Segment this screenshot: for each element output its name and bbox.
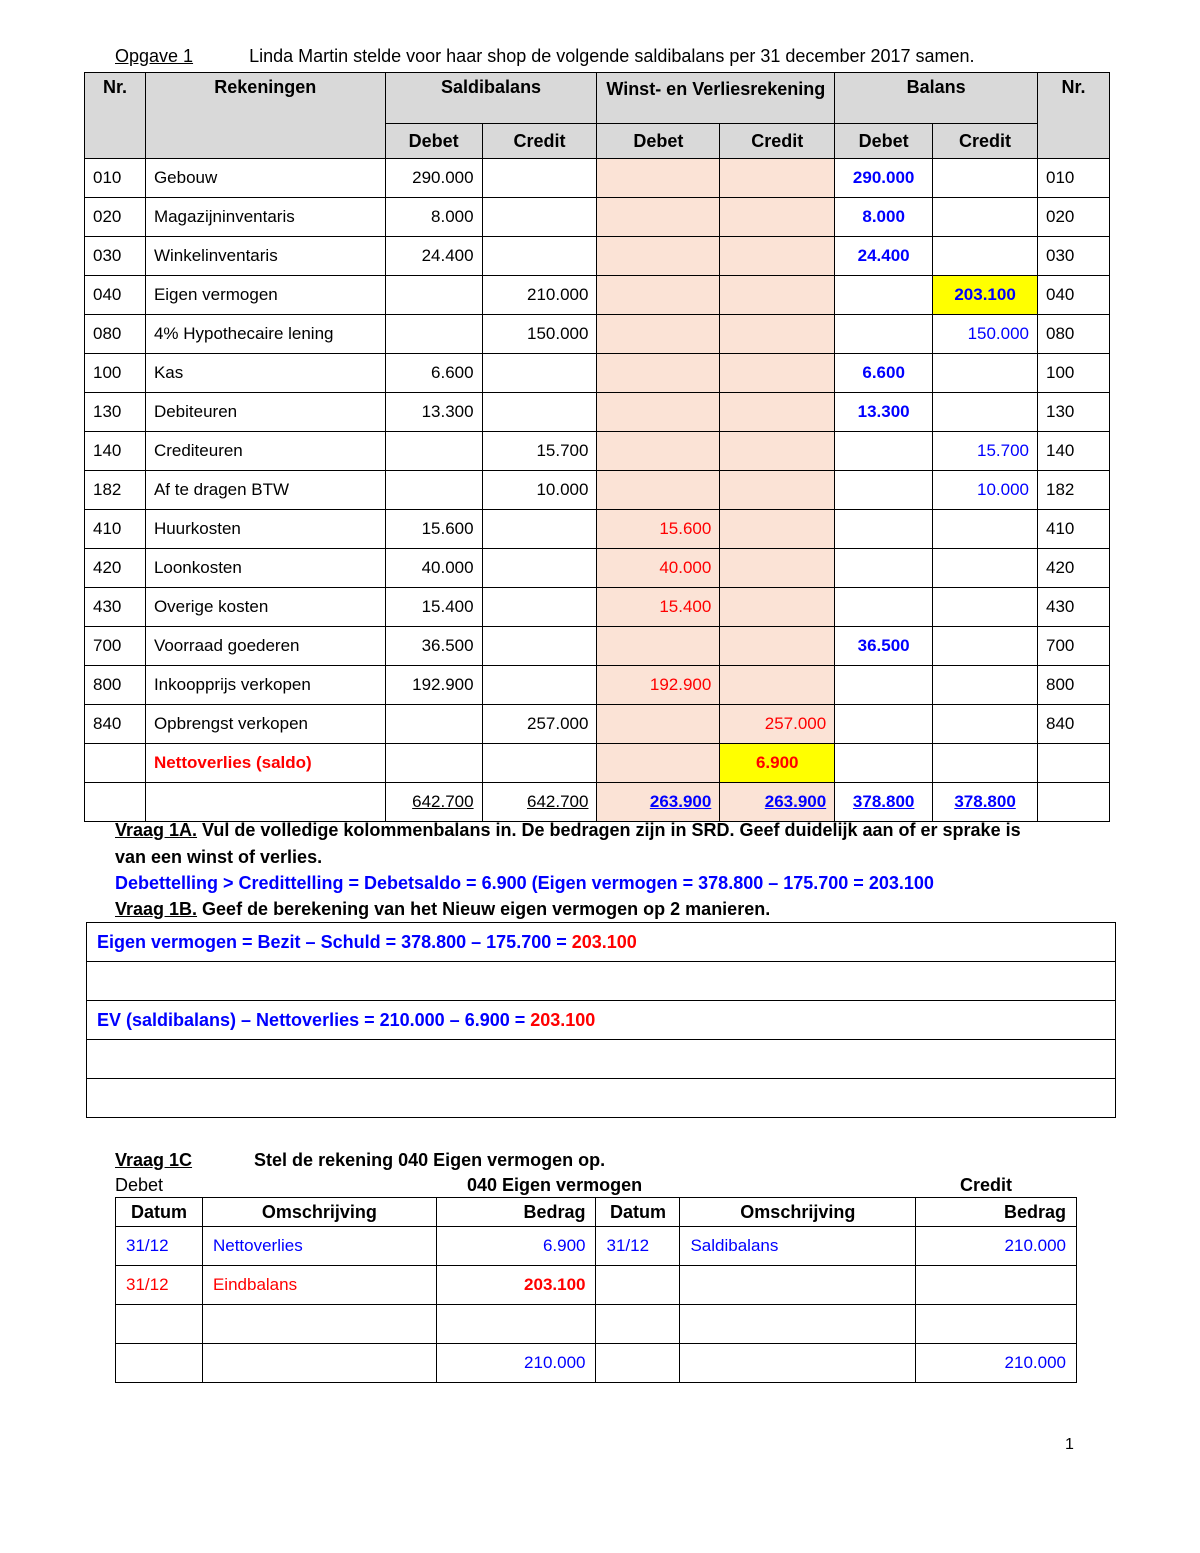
table-row (85, 666, 1110, 705)
header-datum: Datum (116, 1198, 203, 1227)
bedrag-cell: 210.000 (916, 1344, 1077, 1383)
table-row (85, 588, 1110, 627)
table-row (85, 510, 1110, 549)
vraag-1a-line2: van een winst of verlies. (115, 847, 323, 867)
saldi-credit (482, 588, 597, 627)
wv-credit (720, 198, 835, 237)
row-name: Crediteuren (145, 432, 385, 471)
row-nr: 840 (85, 705, 146, 744)
saldi-debet: 6.600 (385, 354, 482, 393)
row-nr: 700 (85, 627, 146, 666)
saldi-debet: 192.900 (385, 666, 482, 705)
datum-cell (116, 1305, 203, 1344)
kolommenbalans-table (84, 72, 1110, 822)
omschrijving-cell (202, 1305, 436, 1344)
row-name: 4% Hypothecaire lening (145, 315, 385, 354)
balans-debet (835, 588, 933, 627)
header-credit: Credit (933, 124, 1038, 159)
saldi-debet: 40.000 (385, 549, 482, 588)
balans-debet: 36.500 (835, 627, 933, 666)
row-nr: 800 (85, 666, 146, 705)
total-balans-credit: 378.800 (933, 783, 1038, 822)
table-row (85, 432, 1110, 471)
vraag-1a-line1 (115, 820, 1021, 841)
row-name: Overige kosten (145, 588, 385, 627)
header-credit: Credit (482, 124, 597, 159)
row-nr-right: 410 (1038, 510, 1110, 549)
row-name: Debiteuren (145, 393, 385, 432)
row-nr: 010 (85, 159, 146, 198)
row-nr-right: 140 (1038, 432, 1110, 471)
omschrijving-cell (680, 1266, 916, 1305)
row-name: Magazijninventaris (145, 198, 385, 237)
saldi-credit: 10.000 (482, 471, 597, 510)
intro-text: Linda Martin stelde voor haar shop de volgende saldibalans per 31 december 2017 samen. (249, 46, 975, 66)
wv-credit (720, 393, 835, 432)
title-line (115, 46, 975, 67)
datum-cell (596, 1344, 680, 1383)
table-row (116, 1344, 1077, 1383)
wv-credit (720, 432, 835, 471)
bedrag-cell: 203.100 (436, 1266, 596, 1305)
balans-credit (933, 393, 1038, 432)
wv-credit (720, 237, 835, 276)
wv-debet (597, 627, 720, 666)
table-row (85, 159, 1110, 198)
answer-box (86, 922, 1116, 1118)
header-omschrijving: Omschrijving (202, 1198, 436, 1227)
total-saldi-debet: 642.700 (385, 783, 482, 822)
row-nr: 140 (85, 432, 146, 471)
datum-cell (596, 1266, 680, 1305)
wv-credit (720, 354, 835, 393)
saldi-credit: 150.000 (482, 315, 597, 354)
row-nr-right: 010 (1038, 159, 1110, 198)
row-nr: 182 (85, 471, 146, 510)
balans-debet (835, 666, 933, 705)
balans-credit (933, 705, 1038, 744)
row-nr: 080 (85, 315, 146, 354)
row-name: Kas (145, 354, 385, 393)
wv-debet (597, 471, 720, 510)
balans-debet: 290.000 (835, 159, 933, 198)
vraag-1a-answer: Debettelling > Credittelling = Debetsaldo = 6.900 (Eigen vermogen = 378.800 – 175.700 = 203.100 (115, 873, 934, 893)
saldi-debet: 13.300 (385, 393, 482, 432)
balans-credit-highlight: 203.100 (933, 276, 1038, 315)
row-nr: 130 (85, 393, 146, 432)
row-nr-right: 840 (1038, 705, 1110, 744)
wv-debet (597, 315, 720, 354)
row-nr: 100 (85, 354, 146, 393)
table-row (116, 1227, 1077, 1266)
saldi-debet: 24.400 (385, 237, 482, 276)
saldi-credit (482, 666, 597, 705)
table-row (85, 237, 1110, 276)
total-balans-debet: 378.800 (835, 783, 933, 822)
saldi-credit (482, 354, 597, 393)
wv-debet (597, 198, 720, 237)
saldi-debet: 15.400 (385, 588, 482, 627)
header-rekeningen: Rekeningen (145, 73, 385, 159)
wv-debet (597, 159, 720, 198)
balans-debet: 6.600 (835, 354, 933, 393)
header-balans: Balans (835, 73, 1038, 124)
row-nr-right: 080 (1038, 315, 1110, 354)
header-debet: Debet (385, 124, 482, 159)
row-name: Opbrengst verkopen (145, 705, 385, 744)
grootboek-table (115, 1197, 1077, 1383)
wv-debet (597, 705, 720, 744)
table-row (85, 276, 1110, 315)
table-row (85, 549, 1110, 588)
wv-credit (720, 159, 835, 198)
wv-debet: 40.000 (597, 549, 720, 588)
table-row (116, 1266, 1077, 1305)
balans-credit: 150.000 (933, 315, 1038, 354)
vraag-1c-line (115, 1150, 605, 1171)
saldi-debet (385, 705, 482, 744)
balans-debet (835, 276, 933, 315)
bedrag-cell: 210.000 (436, 1344, 596, 1383)
wv-credit (720, 627, 835, 666)
header-debet: Debet (597, 124, 720, 159)
grootboek-debet: Debet (115, 1175, 164, 1195)
omschrijving-cell: Saldibalans (680, 1227, 916, 1266)
balans-debet: 24.400 (835, 237, 933, 276)
table-row (85, 354, 1110, 393)
balans-credit (933, 627, 1038, 666)
saldi-credit (482, 237, 597, 276)
datum-cell: 31/12 (596, 1227, 680, 1266)
opgave-label: Opgave 1 (115, 46, 194, 66)
table-row (85, 198, 1110, 237)
vraag-1c-label: Vraag 1C (115, 1150, 193, 1170)
row-nr: 430 (85, 588, 146, 627)
header-credit: Credit (720, 124, 835, 159)
vraag-1a-text: Vul de volledige kolommenbalans in. De bedragen zijn in SRD. Geef duidelijk aan of er sprake is (197, 820, 1021, 840)
bedrag-cell (916, 1266, 1077, 1305)
balans-debet (835, 510, 933, 549)
wv-debet: 192.900 (597, 666, 720, 705)
row-name: Gebouw (145, 159, 385, 198)
wv-credit (720, 666, 835, 705)
row-name: Huurkosten (145, 510, 385, 549)
header-omschrijving: Omschrijving (680, 1198, 916, 1227)
wv-debet (597, 237, 720, 276)
saldi-credit (482, 159, 597, 198)
balans-credit (933, 588, 1038, 627)
saldi-debet: 15.600 (385, 510, 482, 549)
balans-credit (933, 354, 1038, 393)
datum-cell: 31/12 (116, 1227, 203, 1266)
wv-debet: 15.600 (597, 510, 720, 549)
row-nr: 420 (85, 549, 146, 588)
datum-cell: 31/12 (116, 1266, 203, 1305)
balans-credit (933, 237, 1038, 276)
saldo-label: Nettoverlies (saldo) (145, 744, 385, 783)
saldi-debet (385, 276, 482, 315)
balans-credit (933, 198, 1038, 237)
row-nr-right: 182 (1038, 471, 1110, 510)
saldi-debet: 8.000 (385, 198, 482, 237)
table-row (85, 705, 1110, 744)
table-row (85, 471, 1110, 510)
saldi-credit: 257.000 (482, 705, 597, 744)
total-wv-debet: 263.900 (597, 783, 720, 822)
wv-debet (597, 276, 720, 315)
saldo-value: 6.900 (720, 744, 835, 783)
row-nr-right: 700 (1038, 627, 1110, 666)
row-nr-right: 040 (1038, 276, 1110, 315)
omschrijving-cell (680, 1344, 916, 1383)
datum-cell (596, 1305, 680, 1344)
table-row (85, 315, 1110, 354)
balans-credit (933, 549, 1038, 588)
balans-debet (835, 549, 933, 588)
answer-line-1: Eigen vermogen = Bezit – Schuld = 378.800 – 175.700 = 203.100 (87, 923, 1116, 962)
row-name: Loonkosten (145, 549, 385, 588)
table-row (116, 1305, 1077, 1344)
page-number: 1 (1065, 1436, 1074, 1453)
grootboek-account: 040 Eigen vermogen (467, 1175, 643, 1195)
saldi-debet: 36.500 (385, 627, 482, 666)
wv-credit (720, 549, 835, 588)
vraag-1c-text: Stel de rekening 040 Eigen vermogen op. (254, 1150, 606, 1170)
bedrag-cell (916, 1305, 1077, 1344)
omschrijving-cell: Nettoverlies (202, 1227, 436, 1266)
wv-credit (720, 276, 835, 315)
saldi-debet (385, 432, 482, 471)
vraag-1b-label: Vraag 1B. (115, 899, 198, 919)
saldi-credit (482, 198, 597, 237)
wv-credit (720, 510, 835, 549)
totals-row (85, 783, 1110, 822)
saldi-credit (482, 393, 597, 432)
wv-credit (720, 315, 835, 354)
grootboek-credit: Credit (960, 1175, 1013, 1195)
balans-debet (835, 432, 933, 471)
balans-debet (835, 471, 933, 510)
balans-debet: 13.300 (835, 393, 933, 432)
row-name: Voorraad goederen (145, 627, 385, 666)
wv-debet (597, 432, 720, 471)
wv-credit (720, 588, 835, 627)
row-nr-right: 030 (1038, 237, 1110, 276)
row-nr-right: 020 (1038, 198, 1110, 237)
saldi-debet (385, 471, 482, 510)
balans-debet (835, 705, 933, 744)
table-row (85, 627, 1110, 666)
table-row (85, 393, 1110, 432)
row-nr-right: 800 (1038, 666, 1110, 705)
header-nr: Nr. (85, 73, 146, 159)
row-nr: 020 (85, 198, 146, 237)
total-saldi-credit: 642.700 (482, 783, 597, 822)
header-bedrag: Bedrag (916, 1198, 1077, 1227)
saldi-debet (385, 315, 482, 354)
bedrag-cell: 6.900 (436, 1227, 596, 1266)
balans-credit (933, 510, 1038, 549)
vraag-1b-text: Geef de berekening van het Nieuw eigen vermogen op 2 manieren. (197, 899, 771, 919)
wv-debet: 15.400 (597, 588, 720, 627)
balans-credit: 15.700 (933, 432, 1038, 471)
wv-debet (597, 393, 720, 432)
row-nr-right: 100 (1038, 354, 1110, 393)
wv-credit: 257.000 (720, 705, 835, 744)
row-name: Af te dragen BTW (145, 471, 385, 510)
header-debet: Debet (835, 124, 933, 159)
row-nr: 040 (85, 276, 146, 315)
row-name: Winkelinventaris (145, 237, 385, 276)
saldi-credit: 15.700 (482, 432, 597, 471)
balans-credit: 10.000 (933, 471, 1038, 510)
vraag-1b-line (115, 899, 770, 920)
saldi-credit (482, 510, 597, 549)
row-nr: 410 (85, 510, 146, 549)
saldi-credit (482, 627, 597, 666)
vraag-1a-label: Vraag 1A. (115, 820, 198, 840)
row-nr-right: 430 (1038, 588, 1110, 627)
balans-debet (835, 315, 933, 354)
omschrijving-cell: Eindbalans (202, 1266, 436, 1305)
row-nr: 030 (85, 237, 146, 276)
answer-line-2: EV (saldibalans) – Nettoverlies = 210.000 – 6.900 = 203.100 (87, 1001, 1116, 1040)
saldi-debet: 290.000 (385, 159, 482, 198)
balans-credit (933, 666, 1038, 705)
header-saldibalans: Saldibalans (385, 73, 597, 124)
datum-cell (116, 1344, 203, 1383)
row-name: Inkoopprijs verkopen (145, 666, 385, 705)
bedrag-cell: 210.000 (916, 1227, 1077, 1266)
header-wv: Winst- en Verliesrekening (597, 73, 835, 124)
row-name: Eigen vermogen (145, 276, 385, 315)
total-wv-credit: 263.900 (720, 783, 835, 822)
saldo-row (85, 744, 1110, 783)
omschrijving-cell (202, 1344, 436, 1383)
wv-debet (597, 354, 720, 393)
header-bedrag: Bedrag (436, 1198, 596, 1227)
saldi-credit: 210.000 (482, 276, 597, 315)
bedrag-cell (436, 1305, 596, 1344)
balans-credit (933, 159, 1038, 198)
omschrijving-cell (680, 1305, 916, 1344)
row-nr-right: 420 (1038, 549, 1110, 588)
header-datum: Datum (596, 1198, 680, 1227)
row-nr-right: 130 (1038, 393, 1110, 432)
header-nr-right: Nr. (1038, 73, 1110, 159)
wv-credit (720, 471, 835, 510)
saldi-credit (482, 549, 597, 588)
balans-debet: 8.000 (835, 198, 933, 237)
